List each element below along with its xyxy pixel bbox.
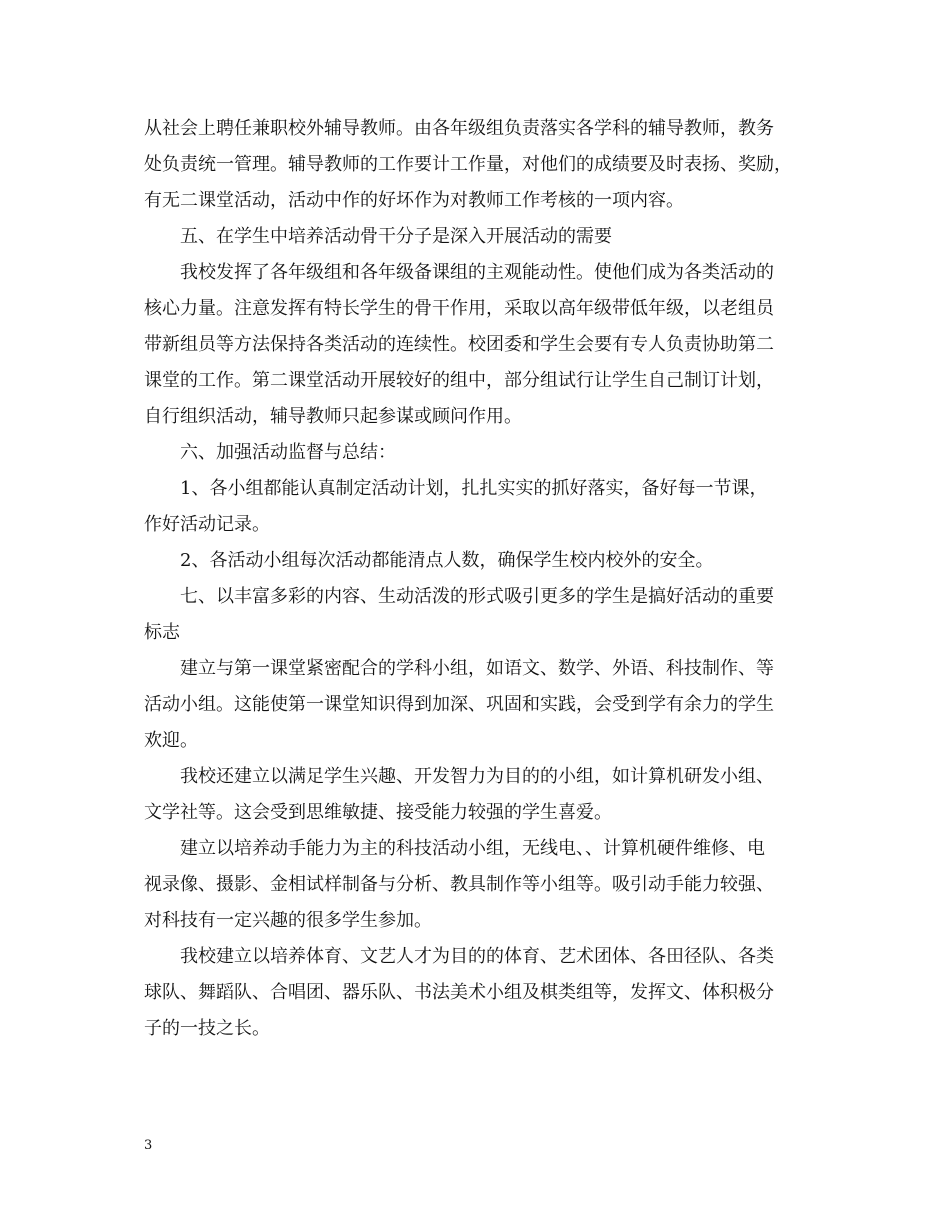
section-heading-continued: 标志 bbox=[144, 622, 180, 643]
text-line: 核心力量。注意发挥有特长学生的骨干作用，采取以高年级带低年级，以老组员 bbox=[144, 298, 774, 319]
text-line: 文学社等。这会受到思维敏捷、接受能力较强的学生喜爱。 bbox=[144, 802, 612, 823]
text-line: 活动小组。这能使第一课堂知识得到加深、巩固和实践，会受到学有余力的学生 bbox=[144, 694, 774, 715]
text-line: 建立与第一课堂紧密配合的学科小组，如语文、数学、外语、科技制作、等 bbox=[180, 658, 774, 679]
section-heading: 五、在学生中培养活动骨干分子是深入开展活动的需要 bbox=[180, 226, 612, 247]
text-line: 从社会上聘任兼职校外辅导教师。由各年级组负责落实各学科的辅导教师，教务 bbox=[144, 118, 774, 139]
text-line: 带新组员等方法保持各类活动的连续性。校团委和学生会要有专人负责协助第二 bbox=[144, 334, 774, 355]
page-number: 3 bbox=[144, 1138, 153, 1153]
text-line: 我校建立以培养体育、文艺人才为目的的体育、艺术团体、各田径队、各类 bbox=[180, 946, 774, 967]
section-heading: 七、以丰富多彩的内容、生动活泼的形式吸引更多的学生是搞好活动的重要 bbox=[180, 586, 774, 607]
text-line: 球队、舞蹈队、合唱团、器乐队、书法美术小组及棋类组等，发挥文、体积极分 bbox=[144, 982, 774, 1003]
document-body bbox=[144, 111, 814, 1047]
list-item: 2、各活动小组每次活动都能清点人数，确保学生校内校外的安全。 bbox=[180, 550, 714, 571]
text-line: 子的一技之长。 bbox=[144, 1018, 270, 1039]
text-line: 处负责统一管理。辅导教师的工作要计工作量，对他们的成绩要及时表扬、奖励， bbox=[144, 154, 792, 175]
text-line: 课堂的工作。第二课堂活动开展较好的组中，部分组试行让学生自己制订计划， bbox=[144, 370, 774, 391]
list-item: 1、各小组都能认真制定活动计划，扎扎实实的抓好落实，备好每一节课， bbox=[180, 478, 768, 499]
text-line: 我校还建立以满足学生兴趣、开发智力为目的的小组，如计算机研发小组、 bbox=[180, 766, 774, 787]
section-heading: 六、加强活动监督与总结： bbox=[180, 442, 396, 463]
text-line: 作好活动记录。 bbox=[144, 514, 270, 535]
text-line: 自行组织活动，辅导教师只起参谋或顾问作用。 bbox=[144, 406, 522, 427]
text-line: 我校发挥了各年级组和各年级备课组的主观能动性。使他们成为各类活动的 bbox=[180, 262, 774, 283]
text-line: 建立以培养动手能力为主的科技活动小组，无线电、、计算机硬件维修、电 bbox=[180, 838, 765, 859]
text-line: 视录像、摄影、金相试样制备与分析、教具制作等小组等。吸引动手能力较强、 bbox=[144, 874, 774, 895]
text-line: 欢迎。 bbox=[144, 730, 198, 751]
text-line: 对科技有一定兴趣的很多学生参加。 bbox=[144, 910, 432, 931]
text-line: 有无二课堂活动，活动中作的好坏作为对教师工作考核的一项内容。 bbox=[144, 190, 684, 211]
